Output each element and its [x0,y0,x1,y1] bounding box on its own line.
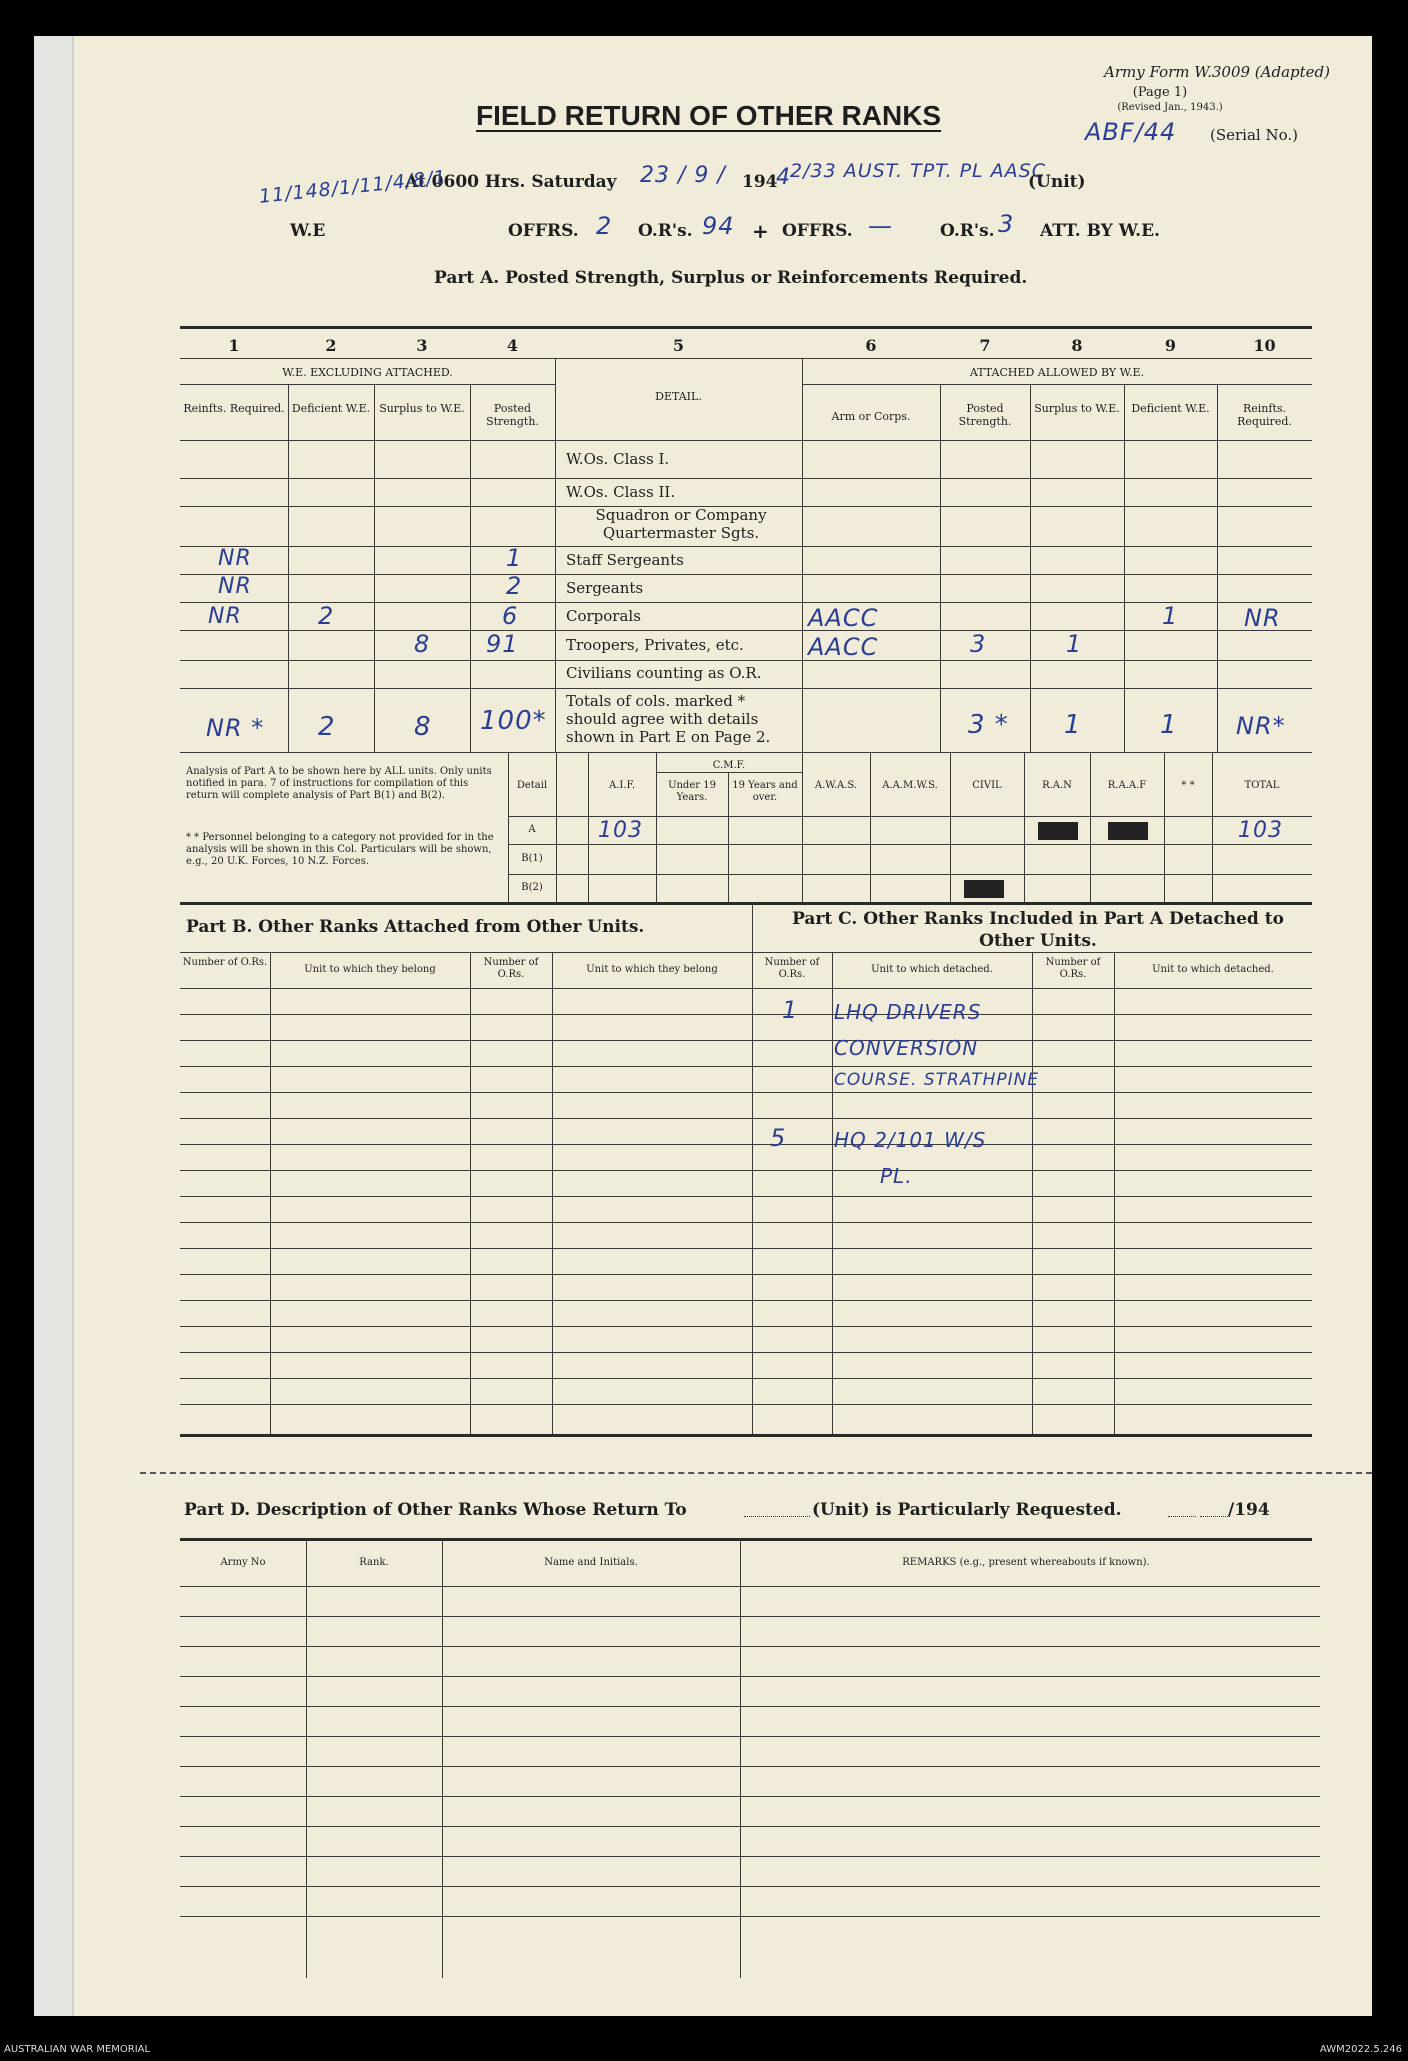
row-totals-deficient-att: 1 [1160,710,1178,740]
row-totals-surplus: 8 [414,712,432,742]
part-c-entry-unit-line: LHQ DRIVERS [834,1000,982,1024]
detail-header: DETAIL. [655,390,702,403]
analysis-civil-header: CIVIL [972,780,1002,791]
analysis-row-label: B(2) [521,882,543,893]
row-totals-posted-att: 3 * [968,710,1009,740]
row-staff-sgt-posted: 1 [506,544,523,572]
part-c-entry-number: 1 [782,996,799,1024]
ors2-label: O.R's. [940,221,995,241]
paper-edge-strip [34,36,74,2016]
row-troopers-arm-corps: AACC [808,633,879,661]
analysis-raaf-header: R.A.A.F [1107,780,1147,791]
reinfts-required-header: Reinfts. Required. [183,402,285,415]
row-totals-reinfts-att: NR* [1236,712,1286,740]
army-form-label: Army Form W.3009 (Adapted) [1104,63,1330,81]
part-d-rank-header: Rank. [359,1557,389,1568]
unit-value: 2/33 AUST. TPT. PL AASC [790,160,1047,182]
part-b-num-header: Number of O.Rs. [182,957,268,968]
part-b-num-header: Number of O.Rs. [483,957,539,980]
part-d-day-blank [1168,1516,1196,1517]
part-c-entry-unit-line: PL. [880,1164,913,1188]
deficient-att-header: Deficient W.E. [1131,402,1210,415]
row-cpl-arm-corps: AACC [808,604,879,632]
part-d-army-no-header: Army No [220,1557,266,1568]
detail-row-label: W.Os. Class I. [566,450,670,468]
row-totals-surplus-att: 1 [1064,710,1082,740]
analysis-row-label: A [528,824,536,835]
at-hours-label: At 0600 Hrs. Saturday [405,172,617,192]
category-note: * * Personnel belonging to a category not provided for in the analysis will be shown in this Col. Particulars will be shown, e.g., 20 U.K. Forces, 10 N.Z. Forces. [186,832,494,867]
posted-strength-header: Posted Strength. [486,402,539,428]
part-c-entry-number: 5 [770,1124,787,1152]
part-b-unit-header: Unit to which they belong [304,964,436,975]
unit-label: (Unit) [1028,172,1086,192]
offrs2-label: OFFRS. [782,221,853,241]
we-value: 11/148/1/11/4/8/1 [258,166,448,208]
col-number: 7 [979,336,991,355]
analysis-under19-header: Under 19 Years. [668,780,716,803]
col-number: 5 [672,336,685,355]
we-label: W.E [290,221,326,241]
analysis-aif-header: A.I.F. [608,780,636,791]
offrs2-value: — [868,212,893,240]
arm-corps-header: Arm or Corps. [831,410,911,423]
part-a-title: Part A. Posted Strength, Surplus or Reinforcements Required. [434,268,1028,288]
reinfts-att-header: Reinfts. Required. [1237,402,1292,428]
part-c-entry-unit-line: CONVERSION [834,1036,979,1060]
detail-row-label: Staff Sergeants [566,551,684,569]
part-c-num-header: Number of O.Rs. [764,957,820,980]
analysis-ran-header: R.A.N [1042,780,1072,791]
deficient-we-header: Deficient W.E. [291,402,371,415]
row-cpl-deficient: 2 [318,602,335,630]
analysis-detail-header: Detail [516,780,548,791]
col-number: 6 [865,336,877,355]
row-cpl-reinfts: NR [208,604,242,629]
part-d-unit-blank [744,1516,810,1517]
row-sgt-posted: 2 [506,572,523,600]
row-totals-reinfts: NR * [206,714,265,742]
ors-label: O.R's. [638,221,693,241]
col-number: 10 [1253,336,1276,355]
part-d-title: Part D. Description of Other Ranks Whose Return To [184,1500,687,1520]
tear-off-line [140,1472,1372,1474]
detail-row-label: W.Os. Class II. [566,483,676,501]
col-number: 3 [416,336,428,355]
analysis-total-header: TOTAL [1244,780,1280,791]
detail-row-label: Totals of cols. marked * should agree with details shown in Part E on Page 2. [566,692,771,746]
row-sgt-reinfts: NR [218,574,252,599]
plus-sign: + [752,219,769,243]
detail-row-label: Civilians counting as O.R. [566,664,762,682]
row-cpl-reinfts-att: NR [1244,604,1281,632]
col-number: 2 [325,336,337,355]
part-d-name-header: Name and Initials. [544,1557,638,1568]
revised-label: (Revised Jan., 1943.) [1117,102,1223,113]
offrs-label: OFFRS. [508,221,579,241]
redaction-mark [1038,822,1078,840]
footer-right: AWM2022.5.246 [1319,2044,1402,2055]
part-d-month-blank [1200,1516,1230,1517]
posted-strength-att-header: Posted Strength. [958,402,1012,428]
detail-row-label: Squadron or Company Quartermaster Sgts. [595,506,767,542]
row-troopers-posted: 91 [486,630,519,658]
we-excluding-header: W.E. EXCLUDING ATTACHED. [282,366,453,379]
part-c-title: Part C. Other Ranks Included in Part A Detached to Other Units. [792,909,1284,951]
footer-left: AUSTRALIAN WAR MEMORIAL [4,2044,151,2055]
ors2-value: 3 [998,210,1015,238]
offrs-value: 2 [596,212,613,240]
serial-label: (Serial No.) [1210,126,1298,144]
serial-number-value: ABF/44 [1085,118,1177,146]
row-troopers-posted-att: 3 [970,630,987,658]
part-d-remarks-header: REMARKS (e.g., present whereabouts if known). [902,1557,1150,1568]
analysis-other-header: * * [1181,780,1195,791]
analysis-aamws-header: A.A.M.W.S. [882,780,938,791]
col-number: 9 [1164,336,1177,355]
row-totals-posted: 100* [480,706,547,736]
analysis-over19-header: 19 Years and over. [732,780,798,803]
att-by-we-label: ATT. BY W.E. [1040,221,1160,241]
redaction-mark [1108,822,1148,840]
analysis-row-label: B(1) [521,853,543,864]
detail-row-label: Corporals [566,607,641,625]
analysis-a-aif: 103 [598,818,643,843]
col-number: 4 [506,336,519,355]
part-b-unit-header: Unit to which they belong [586,964,718,975]
part-c-unit-header: Unit to which detached. [871,964,993,975]
surplus-att-header: Surplus to W.E. [1034,402,1120,415]
year-value: 4 [776,165,791,190]
row-cpl-posted: 6 [502,602,519,630]
part-d-date: /194 [1228,1500,1270,1520]
year-prefix: 194 [742,172,778,192]
date-value: 23 / 9 / [640,163,726,188]
row-cpl-deficient-att: 1 [1162,602,1179,630]
col-number: 1 [228,336,240,355]
form-title: FIELD RETURN OF OTHER RANKS [476,100,942,131]
part-c-num-header: Number of O.Rs. [1045,957,1101,980]
row-troopers-surplus-att: 1 [1066,630,1083,658]
detail-row-label: Troopers, Privates, etc. [566,636,744,654]
attached-allowed-header: ATTACHED ALLOWED BY W.E. [969,366,1145,379]
form-sheet [34,36,1372,2016]
part-c-entry-unit-line: COURSE. STRATHPINE [834,1070,1040,1090]
row-totals-deficient: 2 [318,712,336,742]
detail-row-label: Sergeants [566,579,644,597]
part-b-title: Part B. Other Ranks Attached from Other Units. [186,917,645,937]
row-staff-sgt-reinfts: NR [218,546,252,571]
row-troopers-surplus: 8 [414,630,431,658]
redaction-mark [964,880,1004,898]
analysis-note: Analysis of Part A to be shown here by ALL units. Only units notified in para. 7 of instructions for compilation of this return will complete analysis of Part B(1) and B(2). [186,766,492,801]
col-number: 8 [1071,336,1083,355]
analysis-a-total: 103 [1238,818,1283,843]
part-c-entry-unit-line: HQ 2/101 W/S [834,1128,987,1152]
page-label: (Page 1) [1132,85,1188,100]
analysis-cmf-header: C.M.F. [712,760,746,771]
surplus-we-header: Surplus to W.E. [379,402,465,415]
analysis-awas-header: A.W.A.S. [814,780,858,791]
ors-value: 94 [702,212,735,240]
part-c-unit-header: Unit to which detached. [1152,964,1274,975]
part-d-unit-requested: (Unit) is Particularly Requested. [812,1500,1122,1520]
